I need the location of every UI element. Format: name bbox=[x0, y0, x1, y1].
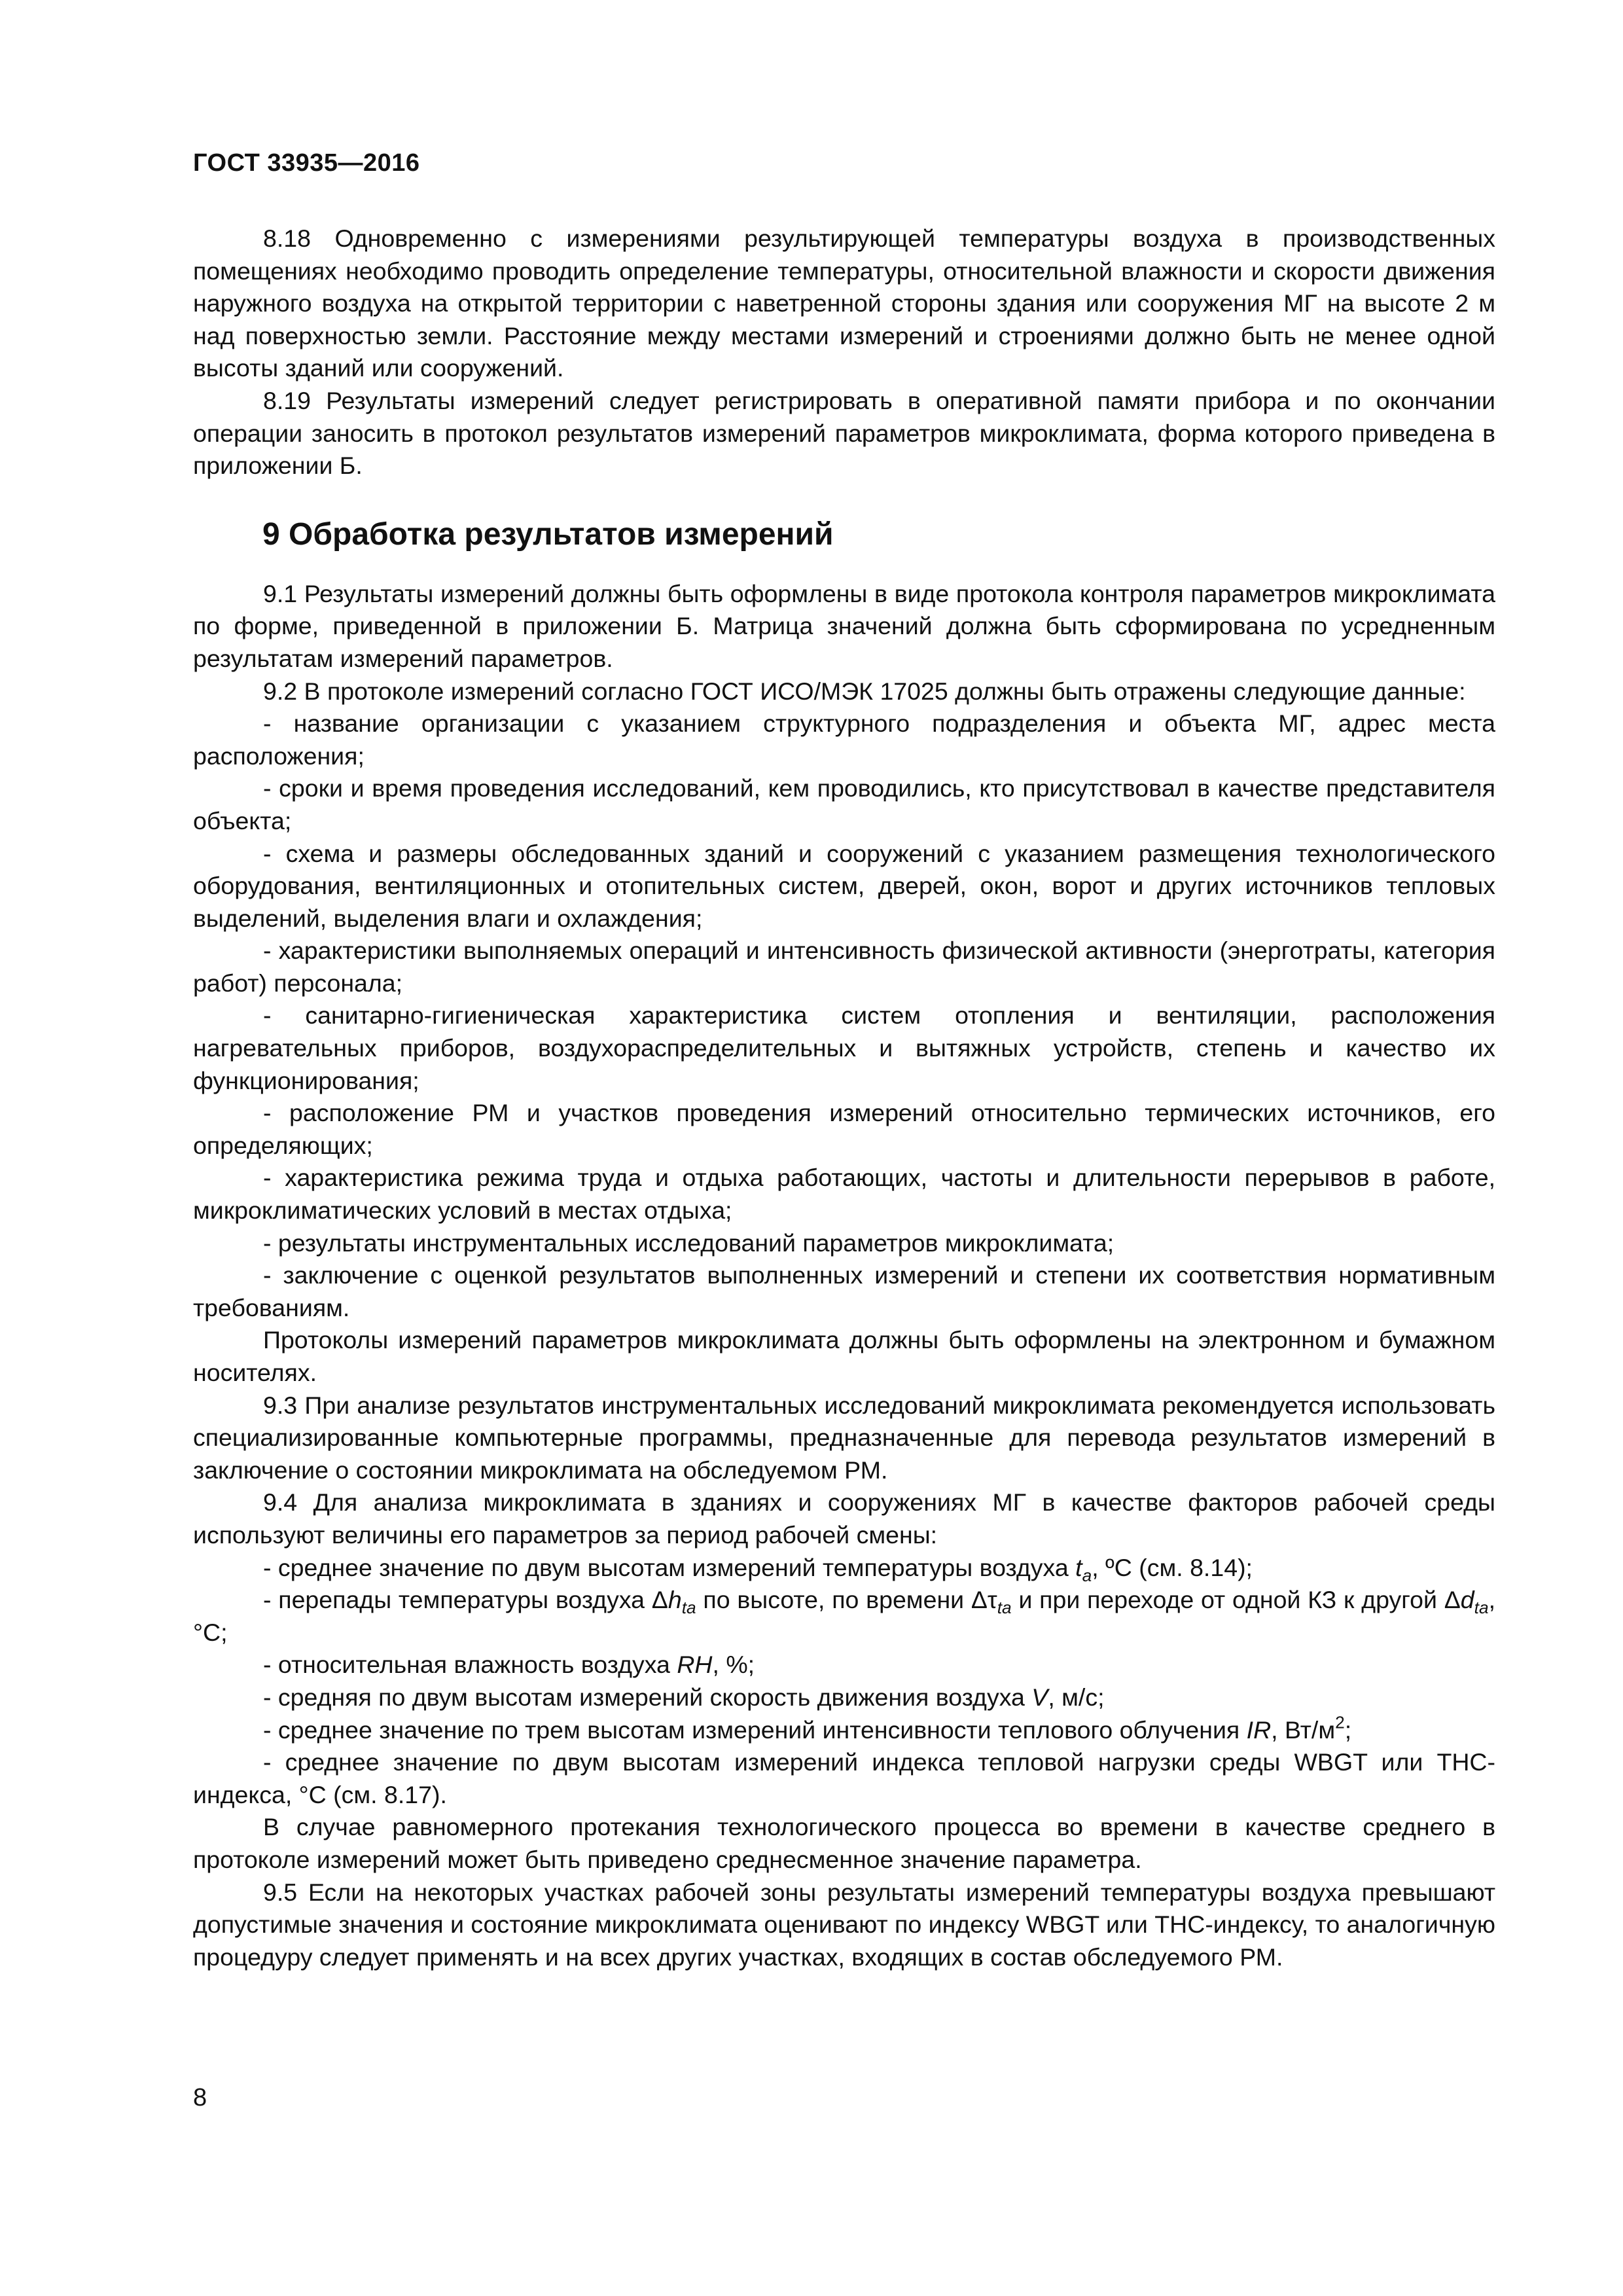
document-body bbox=[193, 223, 1495, 1973]
list-item-irradiation: - среднее значение по трем высотам измерений интенсивности теплового облучения IR, $Вт/м^2$; bbox=[263, 1712, 1352, 1744]
paragraph-8-19: 8.19 Результаты измерений следует регистрировать в оперативной памяти прибора и по окончании операции заносить в протокол результатов измерений параметров микроклимата, форма которого приведена в приложении Б. bbox=[193, 386, 1495, 480]
paragraph-9-5: 9.5 Если на некоторых участках рабочей зоны результаты измерений температуры воздуха превышают допустимые значения и состояние микроклимата оценивают по индексу WBGT или ТНС-индексу, то аналогичную процедуру следует применять и на всех других участках, входящих в состав обследуемого РМ. bbox=[193, 1878, 1495, 1971]
list-item-humidity: - относительная влажность воздуха RH, %; bbox=[263, 1651, 755, 1679]
paragraph-9-3: 9.3 При анализе результатов инструментальных исследований микроклимата рекомендуется использовать специализированные компьютерные программы, предназначенные для перевода результатов измерений в заключение о состоянии микроклимата на обследуемом РМ. bbox=[193, 1391, 1495, 1484]
list-item-wbgt: - среднее значение по двум высотам измерений индекса тепловой нагрузки среды WBGT или ТНС-индекса, °С (см. 8.17). bbox=[193, 1748, 1495, 1808]
page-number: 8 bbox=[193, 2084, 207, 2111]
list-item-temperature: - среднее значение по двум высотам измерений температуры воздуха $t_a$, ºС (см. 8.14); bbox=[263, 1553, 1253, 1585]
list-item: - характеристики выполняемых операций и интенсивность физической активности (энерготраты, категория работ) персонала; bbox=[193, 937, 1495, 997]
uniform-process-note: В случае равномерного протекания технологического процесса во времени в качестве среднего в протоколе измерений может быть приведено среднесменное значение параметра. bbox=[193, 1813, 1495, 1873]
paragraph-9-1: 9.1 Результаты измерений должны быть оформлены в виде протокола контроля параметров микроклимата по форме, приведенной в приложении Б. Матрица значений должна быть сформирована по усредненным результатам измерений параметров. bbox=[193, 579, 1495, 672]
list-item: - название организации с указанием структурного подразделения и объекта МГ, адрес места расположения; bbox=[193, 709, 1495, 770]
paragraph-9-2: 9.2 В протоколе измерений согласно ГОСТ ИСО/МЭК 17025 должны быть отражены следующие данные: bbox=[263, 677, 1466, 705]
list-item: - сроки и время проведения исследований, кем проводились, кто присутствовал в качестве представителя объекта; bbox=[193, 774, 1495, 834]
list-item: - результаты инструментальных исследований параметров микроклимата; bbox=[263, 1229, 1115, 1257]
list-item-temperature-drops: - перепады температуры воздуха $\Delta h_{ta}$ по высоте, по времени $\Delta\tau_{ta}$ и при переходе от одной КЗ к другой $\Delta d_{ta}$, °С; bbox=[193, 1586, 1495, 1646]
paragraph-8-18: 8.18 Одновременно с измерениями результирующей температуры воздуха в производственных помещениях необходимо проводить определение температуры, относительной влажности и скорости движения наружного воздуха на открытой территории с наветренной стороны здания или сооружения МГ на высоте 2 м над поверхностью земли. Расстояние между местами измерений и строениями должно быть не менее одной высоты зданий или сооружений. bbox=[193, 224, 1495, 382]
document-header: ГОСТ 33935—2016 bbox=[193, 149, 420, 177]
list-item: - санитарно-гигиеническая характеристика систем отопления и вентиляции, расположения нагревательных приборов, воздухораспределительных и вытяжных устройств, степень и качество их функционирования; bbox=[193, 1001, 1495, 1094]
list-item: - заключение с оценкой результатов выполненных измерений и степени их соответствия нормативным требованиям. bbox=[193, 1261, 1495, 1321]
list-item: - схема и размеры обследованных зданий и сооружений с указанием размещения технологического оборудования, вентиляционных и отопительных систем, дверей, окон, ворот и других источников тепловых выделений, выделения влаги и охлаждения; bbox=[193, 839, 1495, 932]
section-title: 9 Обработка результатов измерений bbox=[262, 516, 834, 552]
paragraph-9-4: 9.4 Для анализа микроклимата в зданиях и сооружениях МГ в качестве факторов рабочей среды используют величины его параметров за период рабочей смены: bbox=[193, 1488, 1495, 1549]
list-item-air-speed: - средняя по двум высотам измерений скорость движения воздуха V, м/с; bbox=[263, 1683, 1105, 1711]
list-item: - расположение РМ и участков проведения измерений относительно термических источников, его определяющих; bbox=[193, 1099, 1495, 1159]
list-item: - характеристика режима труда и отдыха работающих, частоты и длительности перерывов в работе, микроклиматических условий в местах отдыха; bbox=[193, 1164, 1495, 1225]
protocols-note: Протоколы измерений параметров микроклимата должны быть оформлены на электронном и бумажном носителях. bbox=[193, 1326, 1495, 1386]
